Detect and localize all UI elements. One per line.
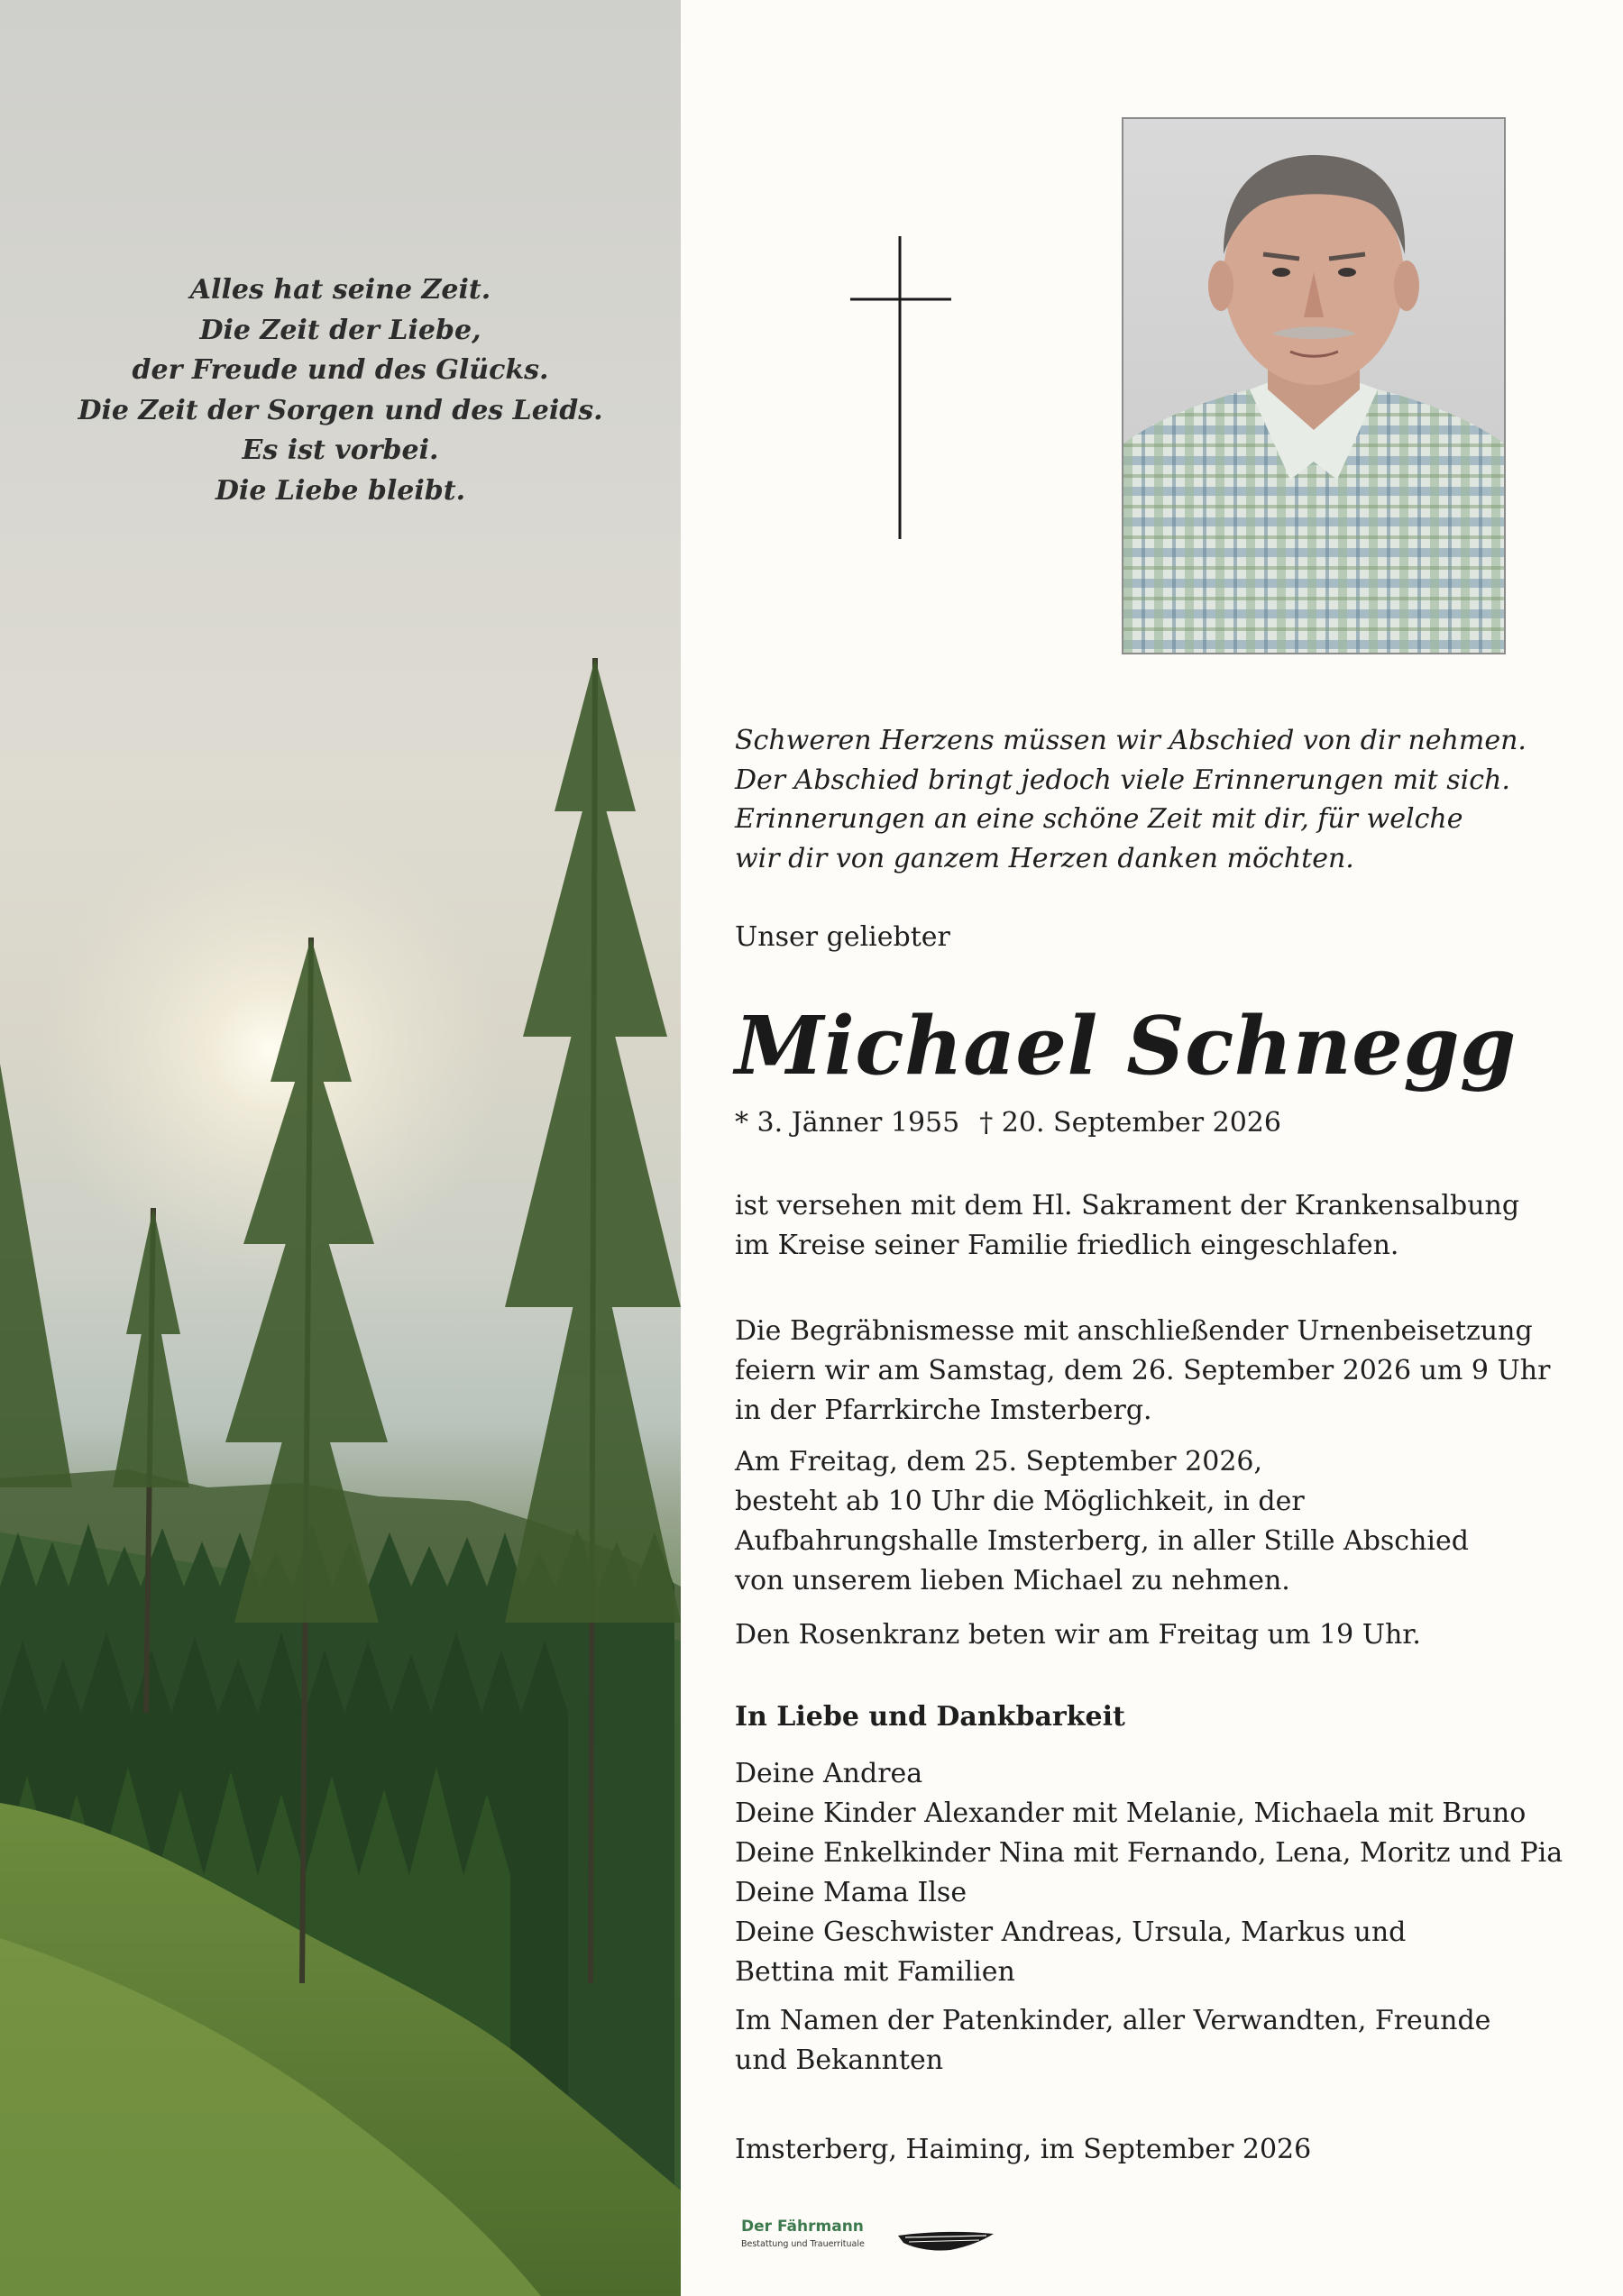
intro-line: Erinnerungen an eine schöne Zeit mit dir, für welche <box>735 803 1463 835</box>
paragraph-line: im Kreise seiner Familie friedlich eingeschlafen. <box>735 1230 1399 1261</box>
family-line: Deine Enkelkinder Nina mit Fernando, Lena, Moritz und Pia <box>735 1837 1563 1869</box>
family-extra <box>735 2001 1490 2081</box>
portrait-image <box>1123 119 1504 653</box>
portrait-photo <box>1122 117 1506 654</box>
paragraph-line: von unserem lieben Michael zu nehmen. <box>735 1565 1290 1596</box>
intro-line: Schweren Herzens müssen wir Abschied von dir nehmen. <box>735 725 1527 756</box>
landscape-panel <box>0 0 681 2296</box>
closing-heading: In Liebe und Dankbarkeit <box>735 1701 1125 1733</box>
family-line: Deine Kinder Alexander mit Melanie, Michaela mit Bruno <box>735 1797 1527 1829</box>
intro-text <box>735 721 1527 878</box>
poem-line: Alles hat seine Zeit. <box>189 274 491 306</box>
family-line: Bettina mit Familien <box>735 1956 1015 1988</box>
sacrament-paragraph <box>735 1186 1519 1266</box>
poem <box>36 270 645 511</box>
cross-icon <box>850 236 951 539</box>
family-line: Im Namen der Patenkinder, aller Verwandten, Freunde <box>735 2005 1491 2036</box>
boat-icon <box>896 2225 995 2257</box>
paragraph-line: feiern wir am Samstag, dem 26. September 2026 um 9 Uhr <box>735 1355 1551 1386</box>
paragraph-line: Die Begräbnismesse mit anschließender Urnenbeisetzung <box>735 1315 1533 1347</box>
funeral-home-logo <box>741 2218 1012 2263</box>
paragraph-line: in der Pfarrkirche Imsterberg. <box>735 1395 1152 1426</box>
death-date: † 20. September 2026 <box>979 1107 1281 1139</box>
place-date: Imsterberg, Haiming, im September 2026 <box>735 2134 1312 2165</box>
poem-line: Die Zeit der Liebe, <box>199 314 481 346</box>
poem-line: Die Liebe bleibt. <box>215 474 466 507</box>
paragraph-line: ist versehen mit dem Hl. Sakrament der Krankensalbung <box>735 1190 1520 1221</box>
logo-name: Der Fährmann <box>741 2218 864 2236</box>
poem-line: Es ist vorbei. <box>242 435 439 466</box>
poem-line: Die Zeit der Sorgen und des Leids. <box>78 394 603 426</box>
family-line: Deine Geschwister Andreas, Ursula, Markus und <box>735 1916 1407 1948</box>
paragraph-line: besteht ab 10 Uhr die Möglichkeit, in der <box>735 1486 1305 1517</box>
paragraph-line: Aufbahrungshalle Imsterberg, in aller Stille Abschied <box>735 1525 1469 1557</box>
rosary-paragraph: Den Rosenkranz beten wir am Freitag um 19 Uhr. <box>735 1619 1421 1651</box>
family-line: Deine Andrea <box>735 1758 923 1789</box>
deceased-name: Michael Schnegg <box>735 998 1517 1093</box>
family-list <box>735 1754 1563 1992</box>
logo-subtitle: Bestattung und Trauerrituale <box>741 2239 865 2249</box>
life-dates <box>735 1103 1281 1143</box>
family-line: und Bekannten <box>735 2044 944 2076</box>
paragraph-line: Am Freitag, dem 25. September 2026, <box>735 1446 1263 1477</box>
birth-date: * 3. Jänner 1955 <box>735 1107 960 1139</box>
intro-line: Der Abschied bringt jedoch viele Erinnerungen mit sich. <box>735 764 1510 796</box>
lead-text: Unser geliebter <box>735 921 950 953</box>
funeral-paragraph <box>735 1312 1550 1431</box>
intro-line: wir dir von ganzem Herzen danken möchten. <box>735 842 1354 874</box>
poem-line: der Freude und des Glücks. <box>132 354 549 386</box>
family-line: Deine Mama Ilse <box>735 1877 967 1908</box>
viewing-paragraph <box>735 1442 1469 1601</box>
